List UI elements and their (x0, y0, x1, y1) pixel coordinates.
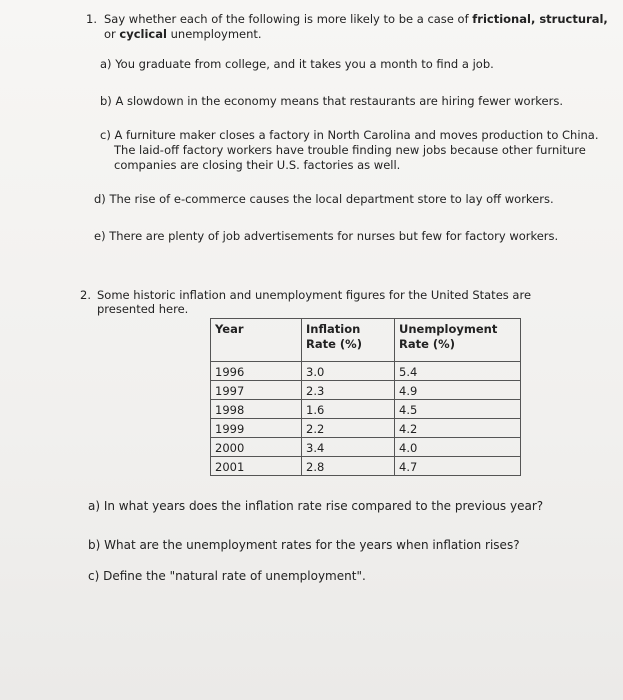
table-header-row (211, 319, 521, 362)
q1-part-c-line2: The laid-off factory workers have trouble finding new jobs because other furniture (114, 143, 586, 157)
table-row (211, 438, 521, 457)
q1-intro-bold-types: frictional, structural, (472, 12, 608, 26)
header-unemployment-line2: Rate (%) (399, 337, 455, 351)
header-inflation-line2: Rate (%) (306, 337, 362, 351)
q1-part-d: d) The rise of e-commerce causes the local department store to lay off workers. (94, 192, 554, 206)
q1-intro-end: unemployment. (166, 27, 262, 41)
q2-part-b: b) What are the unemployment rates for the years when inflation rises? (88, 538, 520, 552)
cell-year: 1997 (211, 381, 302, 400)
q1-part-e: e) There are plenty of job advertisements for nurses but few for factory workers. (94, 229, 559, 243)
q2-number: 2. (80, 288, 91, 302)
table-row (211, 400, 521, 419)
cell-unemployment: 4.0 (395, 438, 521, 457)
cell-year: 2001 (211, 457, 302, 476)
cell-inflation: 2.8 (302, 457, 395, 476)
table-row (211, 419, 521, 438)
inflation-unemployment-table (210, 318, 521, 476)
cell-unemployment: 4.7 (395, 457, 521, 476)
cell-year: 1996 (211, 362, 302, 381)
q1-intro-line2 (104, 27, 262, 42)
table-row (211, 381, 521, 400)
q2-part-c: c) Define the "natural rate of unemployment". (88, 569, 366, 583)
cell-inflation: 2.3 (302, 381, 395, 400)
cell-inflation: 3.0 (302, 362, 395, 381)
q1-part-b: b) A slowdown in the economy means that restaurants are hiring fewer workers. (100, 94, 564, 108)
cell-unemployment: 4.5 (395, 400, 521, 419)
cell-year: 1998 (211, 400, 302, 419)
header-year: Year (211, 319, 302, 362)
q1-intro-or: or (104, 27, 120, 41)
header-inflation (302, 319, 395, 362)
q2-intro-line2: presented here. (97, 302, 189, 316)
q1-part-c-line1: c) A furniture maker closes a factory in North Carolina and moves production to China. (100, 128, 599, 142)
header-unemployment-line1: Unemployment (399, 322, 498, 336)
q1-part-a: a) You graduate from college, and it takes you a month to find a job. (100, 57, 494, 71)
q1-part-c-line3: companies are closing their U.S. factories as well. (114, 158, 401, 172)
q2-intro-line1: Some historic inflation and unemployment figures for the United States are (97, 288, 532, 302)
q1-intro-line1 (104, 12, 608, 27)
q2-part-a: a) In what years does the inflation rate rise compared to the previous year? (88, 499, 544, 513)
table-row (211, 362, 521, 381)
table-row (211, 457, 521, 476)
cell-inflation: 1.6 (302, 400, 395, 419)
q1-intro-bold-cyclical: cyclical (119, 27, 167, 41)
header-unemployment (395, 319, 521, 362)
cell-year: 1999 (211, 419, 302, 438)
cell-unemployment: 5.4 (395, 362, 521, 381)
cell-year: 2000 (211, 438, 302, 457)
cell-inflation: 2.2 (302, 419, 395, 438)
cell-inflation: 3.4 (302, 438, 395, 457)
q1-number: 1. (86, 12, 97, 26)
header-inflation-line1: Inflation (306, 322, 361, 336)
cell-unemployment: 4.9 (395, 381, 521, 400)
q1-intro-text: Say whether each of the following is more likely to be a case of (104, 12, 473, 26)
cell-unemployment: 4.2 (395, 419, 521, 438)
